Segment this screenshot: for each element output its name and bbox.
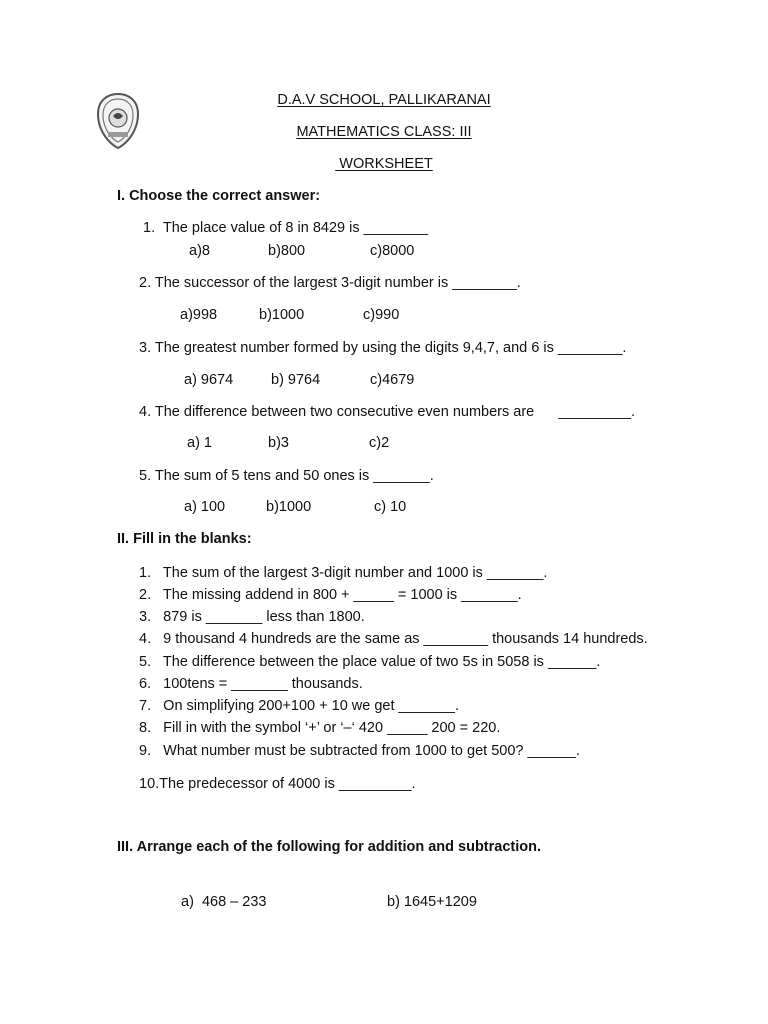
blank-item-6: 6. 100tens = _______ thousands. <box>139 676 363 692</box>
q3-option-a: a) 9674 <box>184 372 234 388</box>
class-subject: MATHEMATICS CLASS: III <box>296 124 472 140</box>
question-1: 1. The place value of 8 in 8429 is ________ <box>143 220 429 236</box>
blank-item-4: 4. 9 thousand 4 hundreds are the same as ________ thousands 14 hundreds. <box>139 631 648 647</box>
section-3-heading: III. Arrange each of the following for addition and subtraction. <box>117 839 542 855</box>
q4-option-b: b)3 <box>268 435 289 451</box>
q5-option-a: a) 100 <box>184 499 226 515</box>
blank-item-10: 10.The predecessor of 4000 is _________. <box>139 776 416 792</box>
worksheet-title: WORKSHEET <box>335 156 433 172</box>
q5-option-b: b)1000 <box>266 499 312 515</box>
arrange-item-b: b) 1645+1209 <box>387 894 477 910</box>
blank-item-9: 9. What number must be subtracted from 1000 to get 500? ______. <box>139 743 580 759</box>
q3-option-b: b) 9764 <box>271 372 321 388</box>
blank-item-2: 2. The missing addend in 800 + _____ = 1000 is _______. <box>139 587 522 603</box>
question-3: 3. The greatest number formed by using the digits 9,4,7, and 6 is ________. <box>139 340 627 356</box>
q1-option-b: b)800 <box>268 243 306 259</box>
q4-option-a: a) 1 <box>187 435 212 451</box>
q5-option-c: c) 10 <box>374 499 407 515</box>
blank-item-5: 5. The difference between the place value of two 5s in 5058 is ______. <box>139 654 601 670</box>
blank-item-8: 8. Fill in with the symbol ‘+’ or ‘–‘ 420 _____ 200 = 220. <box>139 720 501 736</box>
question-5: 5. The sum of 5 tens and 50 ones is _______. <box>139 468 434 484</box>
blank-item-3: 3. 879 is _______ less than 1800. <box>139 609 365 625</box>
arrange-item-a: a) 468 – 233 <box>181 894 267 910</box>
question-2: 2. The successor of the largest 3-digit number is ________. <box>139 275 521 291</box>
blank-item-7: 7. On simplifying 200+100 + 10 we get _______. <box>139 698 460 714</box>
q2-option-c: c)990 <box>363 307 400 323</box>
blank-item-1: 1. The sum of the largest 3-digit number and 1000 is _______. <box>139 565 548 581</box>
section-1-heading: I. Choose the correct answer: <box>117 188 321 204</box>
section-2-heading: II. Fill in the blanks: <box>117 531 252 547</box>
q1-option-c: c)8000 <box>370 243 415 259</box>
school-name: D.A.V SCHOOL, PALLIKARANAI <box>277 92 491 108</box>
q3-option-c: c)4679 <box>370 372 415 388</box>
q2-option-a: a)998 <box>180 307 218 323</box>
q2-option-b: b)1000 <box>259 307 305 323</box>
q1-option-a: a)8 <box>189 243 210 259</box>
q4-option-c: c)2 <box>369 435 390 451</box>
question-4: 4. The difference between two consecutive even numbers are _________. <box>139 404 636 420</box>
